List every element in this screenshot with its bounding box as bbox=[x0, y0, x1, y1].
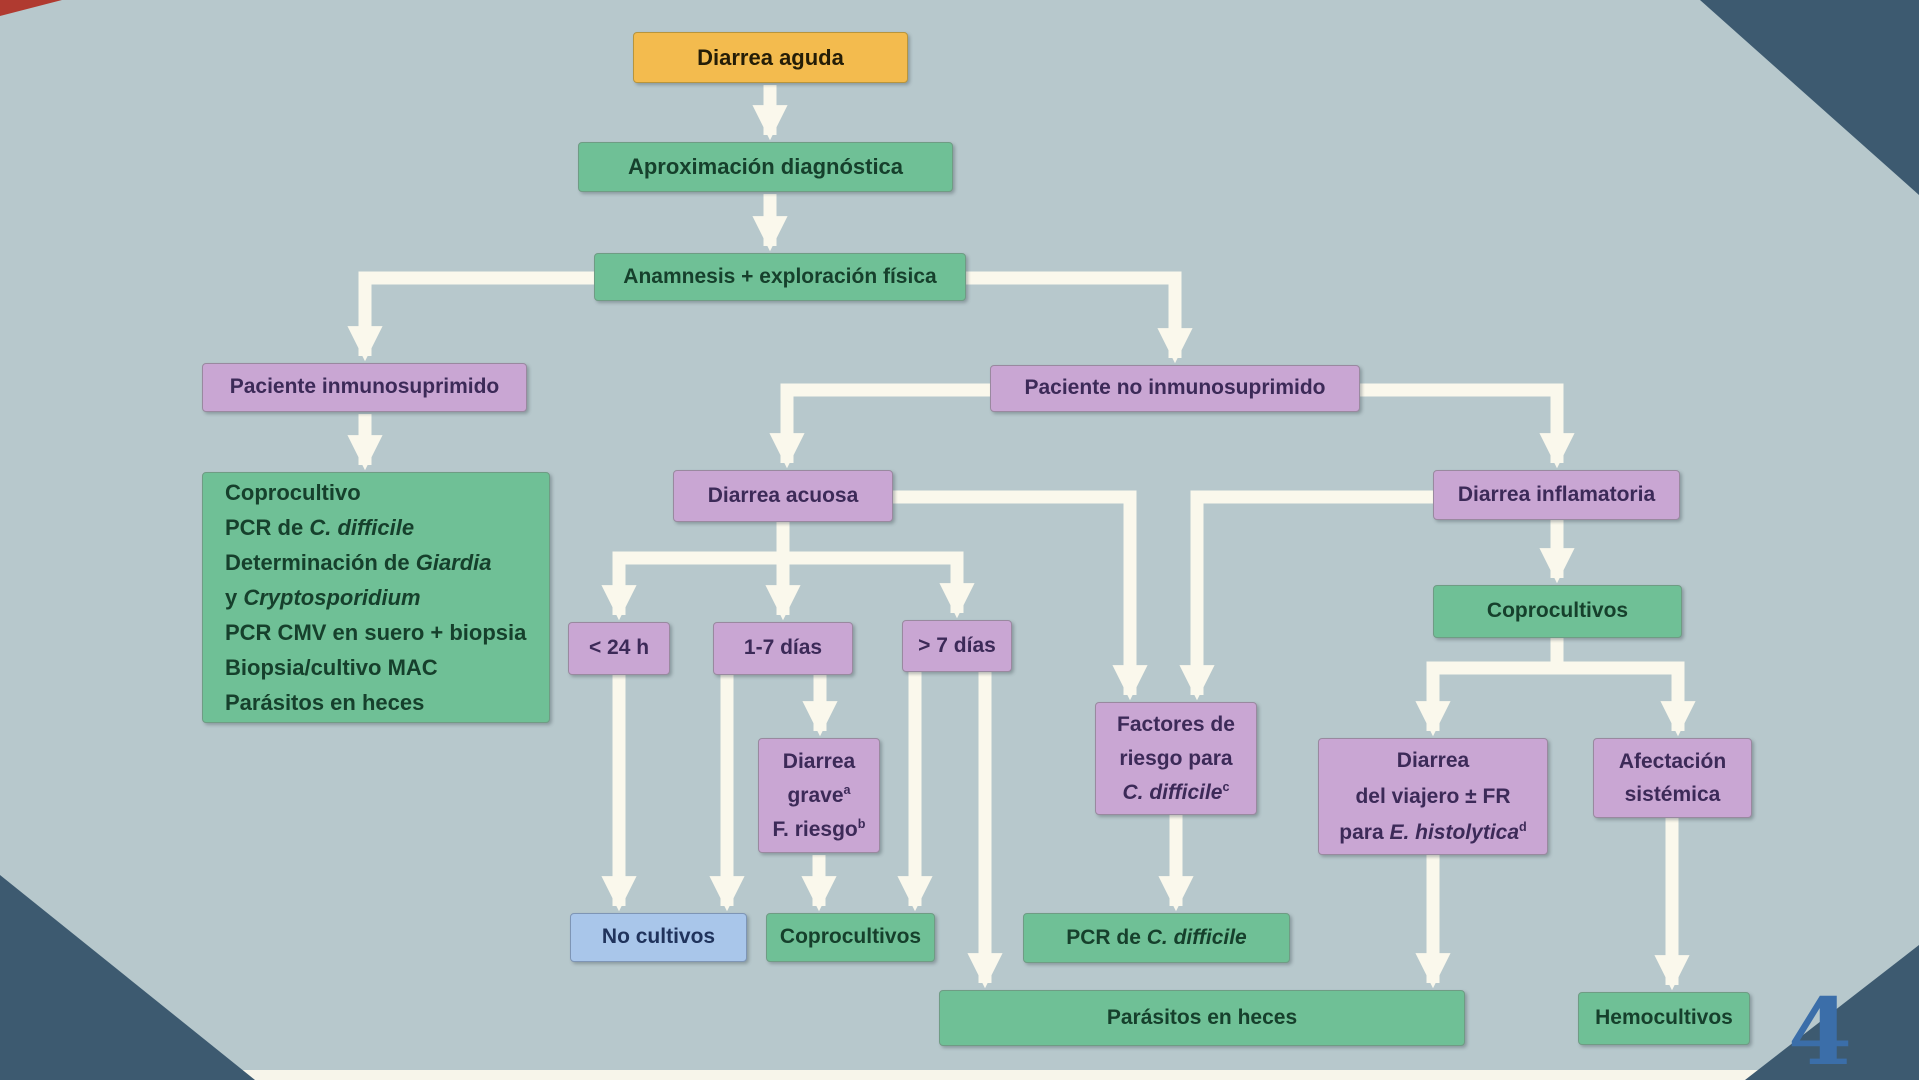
node-no-cultivos: No cultivos bbox=[570, 913, 747, 962]
superscript-note: c bbox=[1222, 779, 1230, 794]
arrow-coprocultivos-to-viajero bbox=[1433, 638, 1557, 731]
node-label: C. difficile$^c$ bbox=[1122, 779, 1230, 804]
arrow-inflamatoria-to-factores bbox=[1197, 497, 1433, 695]
workup-line: Coprocultivo bbox=[225, 480, 361, 505]
node-mas-7-dias: > 7 días bbox=[902, 620, 1012, 672]
workup-line: PCR CMV en suero + biopsia bbox=[225, 620, 527, 645]
node-coprocultivos-derecha: Coprocultivos bbox=[1433, 585, 1682, 638]
superscript-note: a bbox=[843, 782, 851, 797]
node-label: PCR de C. difficile bbox=[1066, 925, 1247, 949]
node-afectacion-sistemica bbox=[1593, 738, 1752, 818]
superscript-note: d bbox=[1519, 819, 1527, 834]
workup-line: Parásitos en heces bbox=[225, 690, 425, 715]
arrow-noinmuno-to-inflamatoria bbox=[1360, 390, 1557, 463]
corner-triangle-bottom-left bbox=[0, 875, 255, 1080]
arrow-acuosa-to-7dias bbox=[783, 522, 957, 613]
node-paciente-no-inmunosuprimido: Paciente no inmunosuprimido bbox=[990, 365, 1360, 412]
arrow-anamnesis-to-inmuno bbox=[365, 278, 594, 356]
node-menos-24h: < 24 h bbox=[568, 622, 670, 675]
node-paciente-inmunosuprimido: Paciente inmunosuprimido bbox=[202, 363, 527, 412]
node-label: del viajero ± FR bbox=[1355, 784, 1511, 808]
superscript-note: b bbox=[857, 816, 866, 831]
workup-line: Biopsia/cultivo MAC bbox=[225, 655, 438, 680]
node-diarrea-aguda: Diarrea aguda bbox=[633, 32, 908, 83]
arrow-anamnesis-to-no-inmuno bbox=[966, 278, 1175, 358]
node-label: Afectación bbox=[1618, 750, 1727, 773]
node-aproximacion-diagnostica: Aproximación diagnóstica bbox=[578, 142, 953, 192]
arrow-noinmuno-to-acuosa bbox=[787, 390, 990, 463]
node-anamnesis-exploracion: Anamnesis + exploración física bbox=[594, 253, 966, 301]
corner-triangle-top-right bbox=[1700, 0, 1919, 195]
node-inmunosuprimido-workup bbox=[202, 472, 550, 723]
node-diarrea-acuosa: Diarrea acuosa bbox=[673, 470, 893, 522]
arrow-coprocultivos-to-afectacion bbox=[1557, 638, 1678, 731]
bottom-white-strip bbox=[140, 1070, 1800, 1080]
workup-line: Determinación de Giardia bbox=[225, 550, 492, 575]
node-label: para E. histolytica$^d$ bbox=[1339, 819, 1527, 844]
workup-line: PCR de C. difficile bbox=[225, 515, 415, 540]
workup-line: y Cryptosporidium bbox=[225, 585, 421, 610]
node-parasitos-heces: Parásitos en heces bbox=[939, 990, 1465, 1046]
arrow-acuosa-to-24h bbox=[619, 522, 783, 615]
node-diarrea-inflamatoria: Diarrea inflamatoria bbox=[1433, 470, 1680, 520]
node-label: riesgo para bbox=[1119, 746, 1233, 770]
node-1-7-dias: 1-7 días bbox=[713, 622, 853, 675]
node-hemocultivos: Hemocultivos bbox=[1578, 992, 1750, 1045]
node-diarrea-viajero bbox=[1318, 738, 1548, 855]
node-pcr-difficile bbox=[1023, 913, 1290, 963]
node-coprocultivos-izquierda: Coprocultivos bbox=[766, 913, 935, 962]
node-label: grave$^a$ bbox=[787, 782, 851, 807]
node-label: Diarrea bbox=[782, 749, 856, 773]
node-diarrea-grave bbox=[758, 738, 880, 853]
node-label: Factores de bbox=[1117, 712, 1235, 736]
node-factores-riesgo bbox=[1095, 702, 1257, 815]
node-label: Diarrea bbox=[1396, 748, 1470, 772]
page-number: 4 bbox=[1788, 978, 1853, 1080]
corner-accent-top-left bbox=[0, 0, 62, 16]
node-label: sistémica bbox=[1624, 783, 1721, 806]
node-label: F. riesgo$^b$ bbox=[772, 816, 866, 841]
